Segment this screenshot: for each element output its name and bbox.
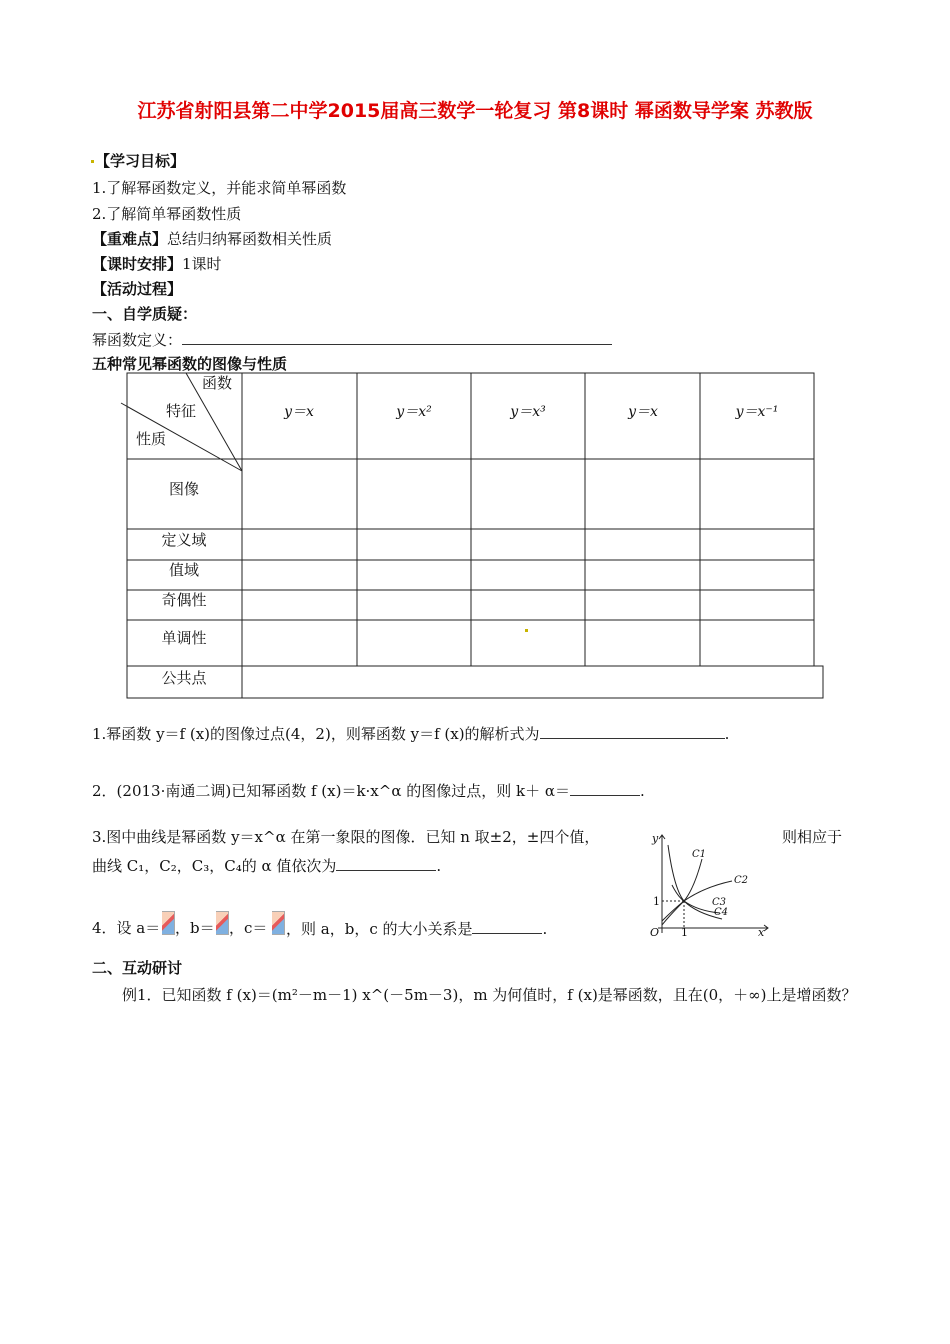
col-header-5: y＝x⁻¹ (735, 404, 779, 420)
col-header-1: y＝x (284, 404, 314, 420)
table-title: 五种常见幂函数的图像与性质 (92, 355, 288, 373)
problem-3-line-1: 3.图中曲线是幂函数 y＝x^α 在第一象限的图像．已知 n 取±2，±四个值， (92, 828, 600, 846)
corner-property: 性质 (136, 430, 167, 448)
formula-c-image (272, 911, 285, 935)
figure-y-label: y (652, 832, 659, 845)
col-header-3: y＝x³ (510, 404, 546, 420)
part1-heading: 一、自学质疑： (92, 305, 198, 323)
problem-2: 2．(2013·南通二调)已知幂函数 f (x)＝k·x^α 的图像过点，则 k＋ α＝ . (92, 779, 645, 801)
row-label-monotonicity: 单调性 (161, 629, 207, 647)
schedule: 【课时安排】1课时 (92, 255, 222, 273)
example-1: 例1．已知函数 f (x)＝(m²－m－1) x^(－5m－3)，m 为何值时，f (x)是幂函数，且在(0，＋∞)上是增函数？ (122, 986, 857, 1004)
document-title: 江苏省射阳县第二中学2015届高三数学一轮复习 第8课时 幂函数导学案 苏教版 (137, 100, 813, 122)
row-label-parity: 奇偶性 (161, 591, 207, 609)
part2-heading: 二、互动研讨 (92, 959, 183, 977)
figure-one-y: 1 (653, 895, 660, 908)
problem-4-blank[interactable] (472, 917, 542, 934)
definition-line: 幂函数定义： (92, 328, 612, 350)
problem-3-right: 则相应于 (782, 828, 843, 846)
corner-function: 函数 (202, 374, 233, 392)
problem-4-prefix: 4．设 a＝ (92, 919, 161, 937)
process-header: 【活动过程】 (92, 280, 183, 298)
problem-4-b: ，b＝ (175, 919, 215, 937)
row-label-common-point: 公共点 (161, 669, 207, 687)
power-function-figure (640, 825, 780, 940)
problem-4-c: ，c＝ (229, 919, 268, 937)
goal-2: 2.了解简单幂函数性质 (92, 205, 242, 223)
goal-1: 1.了解幂函数定义，并能求简单幂函数 (92, 179, 347, 197)
figure-c1-label: C1 (692, 849, 707, 860)
row-label-domain: 定义域 (161, 531, 207, 549)
problem-2-blank[interactable] (570, 779, 640, 796)
row-label-range: 值域 (168, 561, 200, 579)
problem-1: 1.幂函数 y＝f (x)的图像过点(4，2)，则幂函数 y＝f (x)的解析式为 . (92, 722, 729, 744)
formula-a-image (162, 911, 175, 935)
figure-c4-label: C4 (714, 907, 729, 918)
col-header-4: y＝x (628, 404, 658, 420)
figure-c3-label: C3 (712, 897, 727, 908)
problem-3-blank[interactable] (336, 854, 436, 871)
figure-x-label: x (758, 926, 765, 939)
formula-b-image (216, 911, 229, 935)
goals-header: 【学习目标】 (90, 150, 185, 171)
row-label-graph: 图像 (168, 480, 200, 498)
corner-feature: 特征 (166, 402, 197, 420)
problem-4-suffix: ，则 a，b，c 的大小关系是 . (286, 917, 547, 939)
figure-c2-label: C2 (734, 875, 749, 886)
key-points: 【重难点】总结归纳幂函数相关性质 (92, 230, 333, 248)
problem-3-line-2: 曲线 C₁，C₂，C₃，C₄的 α 值依次为 . (92, 854, 441, 876)
figure-one-x: 1 (681, 926, 688, 939)
figure-origin: O (650, 926, 660, 939)
problem-1-blank[interactable] (540, 722, 725, 739)
col-header-2: y＝x² (396, 404, 432, 420)
